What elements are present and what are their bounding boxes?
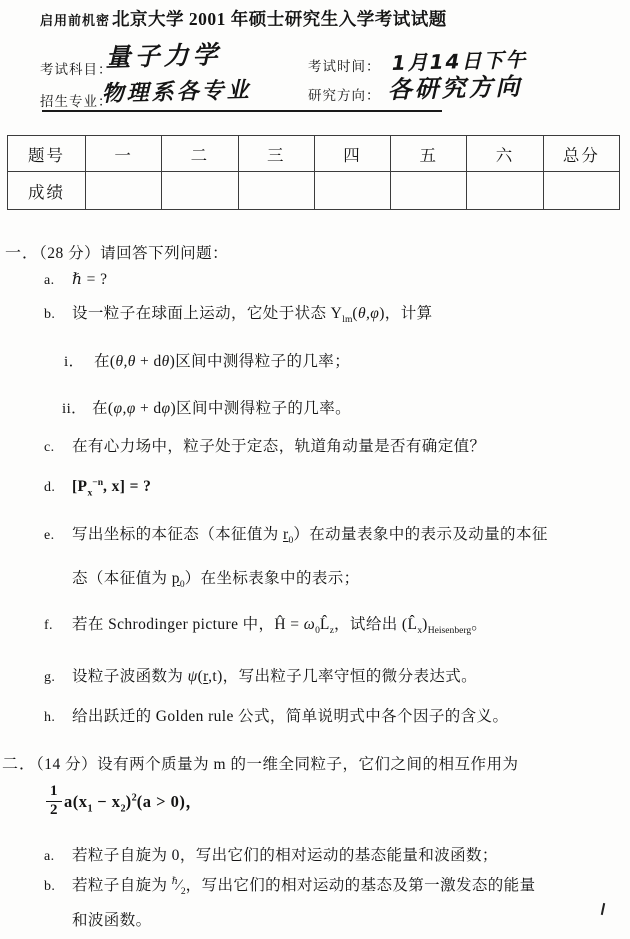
q1-intro: （28 分）请回答下列问题： <box>39 245 229 262</box>
score-table-cell: 一 <box>86 136 162 172</box>
q1-item-d-formula: [$P_x^{-n}$, x] = ? <box>72 477 152 499</box>
time-value-handwritten: 1月14日下午 <box>391 47 528 76</box>
q1-item-e-label: e. <box>44 528 55 543</box>
score-table-empty-cell <box>86 172 162 210</box>
q1-item-h-text: 给出跃迁的 Golden rule 公式，简单说明式中各个因子的含义。 <box>72 708 509 725</box>
q1-item-c <box>44 434 485 456</box>
q1-item-b-i <box>64 349 350 371</box>
fraction-denominator: 2 <box>50 801 58 818</box>
q2-interaction-formula <box>46 784 202 819</box>
q1-item-b <box>44 301 433 325</box>
score-table-cell: 总分 <box>543 136 619 172</box>
q1-item-e <box>44 522 548 546</box>
score-table-cell: 题号 <box>8 136 86 172</box>
q1-item-h-label: h. <box>44 710 56 725</box>
q1-item-c-text: 在有心力场中，粒子处于定态，轨道角动量是否有确定值？ <box>72 438 486 455</box>
q1-item-g <box>44 664 477 686</box>
q1-item-b-ii <box>62 396 351 418</box>
q1-item-f <box>44 612 487 636</box>
q1-number: 一． <box>5 245 40 262</box>
subject-label: 考试科目： <box>40 62 113 77</box>
score-table-empty-cell <box>314 172 390 210</box>
q1-item-e-line2: 态（本征值为 $p_0$）在坐标表象中的表示； <box>72 570 360 591</box>
q2-item-a <box>44 843 498 865</box>
q1-item-e-continued <box>72 566 360 590</box>
q2-number: 二． <box>2 756 37 773</box>
score-table-empty-cell <box>162 172 238 210</box>
q1-item-f-text: 若在 Schrodinger picture 中，Ĥ = $\omega_0L̂_z$，试给出 $(L̂_x)_{Heisenberg}$。 <box>72 616 488 637</box>
q2-item-b-continued <box>72 908 152 930</box>
score-table-cell: 五 <box>391 136 467 172</box>
q1-item-b-text: 设一粒子在球面上运动，它处于状态 $Y_{lm}(\theta,\varphi)$，计算 <box>72 305 433 326</box>
q2-formula-rest: $a(x_1 - x_2)^2(a > 0)$， <box>64 792 203 815</box>
confidential-stamp: 启用前机密 <box>40 13 111 28</box>
q1-item-c-label: c. <box>44 440 55 455</box>
q2-heading <box>2 751 518 774</box>
q1-item-g-text: 设粒子波函数为 ψ(r,t)，写出粒子几率守恒的微分表达式。 <box>72 668 478 685</box>
q1-item-f-label: f. <box>44 618 53 633</box>
fraction-numerator: 1 <box>46 784 62 802</box>
score-table-empty-cell <box>391 172 467 210</box>
q1-item-a <box>44 270 107 289</box>
q1-item-g-label: g. <box>44 670 56 685</box>
q2-intro: （14 分）设有两个质量为 m 的一维全同粒子，它们之间的相互作用为 <box>36 756 519 773</box>
subject-value-handwritten: 量子力学 <box>105 39 222 73</box>
fields-underline <box>42 110 442 112</box>
q1-item-d <box>44 477 151 498</box>
q1-item-b-ii-label: ii． <box>62 401 87 417</box>
time-label: 考试时间： <box>308 59 381 74</box>
direction-value-handwritten: 各研究方向 <box>387 72 523 105</box>
score-table-header-row <box>8 136 620 172</box>
score-table-score-row <box>8 172 620 210</box>
q1-item-a-label: a. <box>44 273 55 288</box>
q1-item-b-i-text: 在(θ,θ + dθ)区间中测得粒子的几率； <box>94 353 351 370</box>
score-table-empty-cell <box>543 172 619 210</box>
score-table-cell: 四 <box>314 136 390 172</box>
q2-item-b-label: b. <box>44 879 56 894</box>
major-label: 招生专业： <box>40 94 113 109</box>
major-value-handwritten: 物理系各专业 <box>101 78 252 108</box>
q1-item-b-i-label: i． <box>64 354 84 370</box>
score-table-empty-cell <box>467 172 543 210</box>
q2-item-b-line2: 和波函数。 <box>72 912 152 929</box>
q2-item-a-text: 若粒子自旋为 0，写出它们的相对运动的基态能量和波函数； <box>72 847 498 864</box>
q2-item-b <box>44 873 535 897</box>
q1-item-a-text: ℏ = ? <box>72 271 108 288</box>
score-table-cell: 二 <box>162 136 238 172</box>
q1-heading <box>5 240 228 263</box>
q1-item-d-label: d. <box>44 480 56 496</box>
scan-artifact <box>601 903 605 915</box>
page-title: 北京大学 2001 年硕士研究生入学考试试题 <box>112 9 447 29</box>
q2-item-a-label: a. <box>44 849 55 864</box>
q1-item-b-ii-text: 在(φ,φ + dφ)区间中测得粒子的几率。 <box>92 400 351 417</box>
q2-item-b-line1: 若粒子自旋为 $^\hbar⁄_2$，写出它们的相对运动的基态及第一激发态的能量 <box>72 875 536 898</box>
score-table-cell: 六 <box>467 136 543 172</box>
q1-item-e-line1: 写出坐标的本征态（本征值为 $r_0$）在动量表象中的表示及动量的本征 <box>72 526 548 547</box>
q1-item-h <box>44 704 508 726</box>
score-table <box>7 135 620 210</box>
score-table-empty-cell <box>238 172 314 210</box>
q1-item-b-label: b. <box>44 307 56 322</box>
fraction-one-half <box>46 784 62 819</box>
score-table-cell: 成绩 <box>8 172 86 210</box>
score-table-cell: 三 <box>238 136 314 172</box>
direction-label: 研究方向： <box>308 88 381 103</box>
